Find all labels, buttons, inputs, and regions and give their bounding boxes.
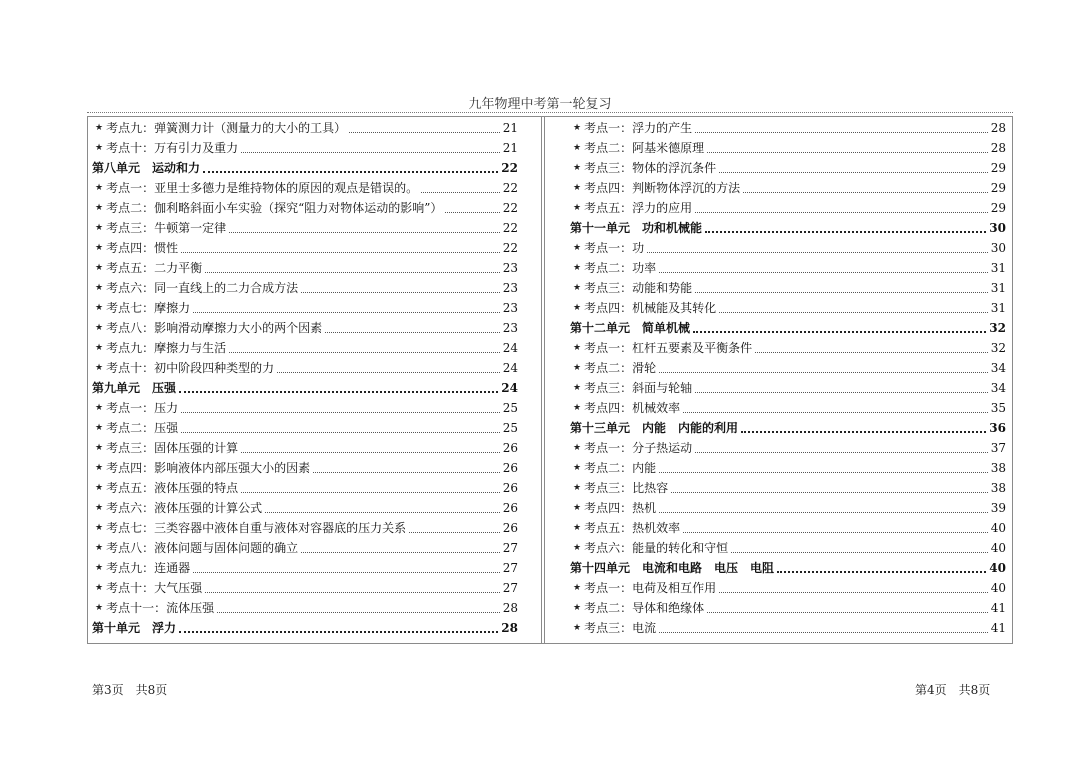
dot-leader — [743, 192, 988, 193]
toc-entry[interactable] — [92, 558, 518, 578]
toc-page-number: 27 — [502, 581, 518, 595]
star-icon: ★ — [95, 183, 104, 193]
dot-leader — [647, 252, 988, 253]
toc-entry-label: 考点五：二力平衡 — [106, 261, 203, 275]
dot-leader — [241, 452, 500, 453]
toc-entry-label: 考点二：压强 — [106, 421, 179, 435]
toc-entry-label: 考点九：连通器 — [106, 561, 191, 575]
dot-leader — [719, 312, 988, 313]
toc-entry-label: 考点一：压力 — [106, 401, 179, 415]
toc-entry-label: 考点三：物体的浮沉条件 — [584, 161, 717, 175]
star-icon: ★ — [573, 183, 582, 193]
toc-entry[interactable] — [92, 258, 518, 278]
dot-leader — [277, 372, 500, 373]
toc-page-number: 31 — [990, 281, 1006, 295]
star-icon: ★ — [573, 303, 582, 313]
dot-leader — [217, 612, 500, 613]
star-icon: ★ — [573, 583, 582, 593]
toc-entry-label: 考点一：亚里士多德力是维持物体的原因的观点是错误的。 — [106, 181, 419, 195]
dot-leader — [695, 292, 988, 293]
toc-entry-label: 考点九：摩擦力与生活 — [106, 341, 227, 355]
toc-entry-label: 第十二单元 简单机械 — [570, 321, 691, 335]
toc-entry[interactable] — [570, 198, 1006, 218]
dot-leader — [205, 272, 500, 273]
toc-entry-label: 考点六：同一直线上的二力合成方法 — [106, 281, 299, 295]
dot-leader — [241, 152, 500, 153]
star-icon: ★ — [95, 243, 104, 253]
star-icon: ★ — [95, 423, 104, 433]
toc-page-number: 22 — [502, 241, 518, 255]
toc-entry[interactable] — [570, 278, 1006, 298]
toc-page-number: 26 — [502, 461, 518, 475]
dot-leader — [301, 552, 500, 553]
toc-entry-label: 第十一单元 功和机械能 — [570, 221, 703, 235]
star-icon: ★ — [573, 383, 582, 393]
dot-leader — [409, 532, 500, 533]
toc-page-number: 41 — [990, 601, 1006, 615]
dot-leader — [659, 372, 988, 373]
toc-entry[interactable] — [570, 178, 1006, 198]
dot-leader — [203, 171, 498, 173]
toc-entry-label: 考点六：能量的转化和守恒 — [584, 541, 729, 555]
toc-page-number: 36 — [989, 421, 1006, 435]
toc-unit-heading[interactable] — [570, 318, 1006, 338]
toc-entry-label: 考点二：阿基米德原理 — [584, 141, 705, 155]
toc-page-number: 28 — [502, 601, 518, 615]
toc-entry-label: 考点三：牛顿第一定律 — [106, 221, 227, 235]
toc-entry[interactable] — [570, 398, 1006, 418]
dot-leader — [731, 552, 988, 553]
star-icon: ★ — [573, 443, 582, 453]
toc-page-number: 40 — [990, 541, 1006, 555]
dot-leader — [693, 331, 986, 333]
toc-entry-label: 考点七：摩擦力 — [106, 301, 191, 315]
toc-page-number: 27 — [502, 541, 518, 555]
dot-leader — [313, 472, 500, 473]
toc-entry[interactable] — [92, 178, 518, 198]
toc-entry[interactable] — [570, 478, 1006, 498]
toc-entry[interactable] — [92, 358, 518, 378]
star-icon: ★ — [573, 463, 582, 473]
toc-entry-label: 考点七：三类容器中液体自重与液体对容器底的压力关系 — [106, 521, 407, 535]
toc-entry-label: 考点一：分子热运动 — [584, 441, 693, 455]
toc-entry[interactable] — [570, 298, 1006, 318]
toc-entry[interactable] — [92, 598, 518, 618]
toc-page-number: 29 — [990, 201, 1006, 215]
toc-entry-label: 考点二：伽利略斜面小车实验（探究“阻力对物体运动的影响”） — [106, 201, 443, 215]
toc-entry[interactable] — [92, 118, 518, 138]
toc-entry-label: 考点二：滑轮 — [584, 361, 657, 375]
toc-entry[interactable] — [92, 518, 518, 538]
dot-leader — [229, 232, 500, 233]
toc-page-number: 32 — [990, 341, 1006, 355]
toc-page-number: 26 — [502, 481, 518, 495]
toc-page-number: 40 — [990, 581, 1006, 595]
toc-entry[interactable] — [570, 438, 1006, 458]
toc-page-number: 40 — [990, 521, 1006, 535]
toc-entry[interactable] — [570, 358, 1006, 378]
star-icon: ★ — [95, 563, 104, 573]
footer-page-right: 第4页 共8页 — [915, 683, 991, 697]
toc-page-number: 41 — [990, 621, 1006, 635]
star-icon: ★ — [573, 483, 582, 493]
toc-unit-heading[interactable] — [92, 158, 518, 178]
dot-leader — [265, 512, 500, 513]
toc-entry[interactable] — [92, 398, 518, 418]
star-icon: ★ — [573, 283, 582, 293]
toc-entry[interactable] — [570, 258, 1006, 278]
star-icon: ★ — [573, 343, 582, 353]
dot-leader — [707, 152, 988, 153]
dot-leader — [181, 432, 500, 433]
toc-page-number: 31 — [990, 261, 1006, 275]
star-icon: ★ — [95, 263, 104, 273]
toc-entry[interactable] — [92, 138, 518, 158]
toc-entry[interactable] — [570, 598, 1006, 618]
toc-entry[interactable] — [92, 298, 518, 318]
toc-entry[interactable] — [92, 418, 518, 438]
toc-page-number: 21 — [502, 121, 518, 135]
star-icon: ★ — [95, 523, 104, 533]
toc-page-number: 23 — [502, 261, 518, 275]
toc-entry[interactable] — [92, 198, 518, 218]
toc-entry-label: 第十四单元 电流和电路 电压 电阻 — [570, 561, 775, 575]
toc-page-number: 23 — [502, 281, 518, 295]
toc-entry[interactable] — [570, 578, 1006, 598]
dot-leader — [421, 192, 500, 193]
dot-leader — [229, 352, 500, 353]
star-icon: ★ — [95, 503, 104, 513]
dot-leader — [349, 132, 500, 133]
star-icon: ★ — [95, 343, 104, 353]
toc-entry[interactable] — [570, 538, 1006, 558]
toc-entry-label: 考点八：影响滑动摩擦力大小的两个因素 — [106, 321, 323, 335]
toc-entry[interactable] — [570, 618, 1006, 638]
star-icon: ★ — [573, 523, 582, 533]
dot-leader — [695, 132, 988, 133]
page-header-title: 九年物理中考第一轮复习 — [468, 97, 612, 112]
dot-leader — [695, 392, 988, 393]
toc-entry-label: 考点一：电荷及相互作用 — [584, 581, 717, 595]
toc-page-number: 29 — [990, 181, 1006, 195]
toc-entry[interactable] — [570, 158, 1006, 178]
dot-leader — [205, 592, 500, 593]
toc-page-number: 28 — [990, 121, 1006, 135]
toc-page-number: 23 — [502, 301, 518, 315]
toc-entry-label: 考点八：液体问题与固体问题的确立 — [106, 541, 299, 555]
toc-entry[interactable] — [92, 278, 518, 298]
toc-entry-label: 考点四：惯性 — [106, 241, 179, 255]
toc-unit-heading[interactable] — [570, 558, 1006, 578]
toc-page-number: 24 — [502, 341, 518, 355]
toc-unit-heading[interactable] — [570, 218, 1006, 238]
footer-page-left: 第3页 共8页 — [92, 683, 168, 697]
toc-page-number: 38 — [990, 461, 1006, 475]
star-icon: ★ — [573, 543, 582, 553]
toc-entry-label: 第八单元 运动和力 — [92, 161, 201, 175]
toc-entry-label: 考点一：功 — [584, 241, 645, 255]
toc-entry[interactable] — [92, 218, 518, 238]
toc-page-number: 24 — [501, 381, 518, 395]
toc-page-number: 22 — [501, 161, 518, 175]
toc-entry-label: 考点五：液体压强的特点 — [106, 481, 239, 495]
toc-page-number: 24 — [502, 361, 518, 375]
toc-entry-label: 考点三：动能和势能 — [584, 281, 693, 295]
dot-leader — [659, 472, 988, 473]
header-divider — [87, 112, 1013, 113]
dot-leader — [741, 431, 986, 433]
dot-leader — [683, 412, 988, 413]
toc-entry-label: 考点二：内能 — [584, 461, 657, 475]
toc-entry-label: 考点四：机械效率 — [584, 401, 681, 415]
toc-unit-heading[interactable] — [92, 618, 518, 638]
toc-entry[interactable] — [570, 498, 1006, 518]
star-icon: ★ — [573, 143, 582, 153]
star-icon: ★ — [95, 143, 104, 153]
toc-entry[interactable] — [92, 238, 518, 258]
toc-page-number: 22 — [502, 221, 518, 235]
toc-page-number: 28 — [501, 621, 518, 635]
toc-entry[interactable] — [570, 338, 1006, 358]
dot-leader — [705, 231, 986, 233]
toc-entry-label: 考点三：电流 — [584, 621, 657, 635]
toc-entry[interactable] — [92, 338, 518, 358]
star-icon: ★ — [573, 503, 582, 513]
toc-unit-heading[interactable] — [570, 418, 1006, 438]
toc-right-column — [570, 118, 1006, 638]
dot-leader — [671, 492, 988, 493]
toc-entry-label: 考点十：初中阶段四种类型的力 — [106, 361, 275, 375]
toc-page-number: 39 — [990, 501, 1006, 515]
toc-entry-label: 考点五：浮力的应用 — [584, 201, 693, 215]
dot-leader — [325, 332, 500, 333]
star-icon: ★ — [573, 363, 582, 373]
star-icon: ★ — [573, 243, 582, 253]
toc-entry-label: 考点二：导体和绝缘体 — [584, 601, 705, 615]
star-icon: ★ — [95, 543, 104, 553]
dot-leader — [659, 512, 988, 513]
star-icon: ★ — [95, 203, 104, 213]
toc-entry-label: 第十单元 浮力 — [92, 621, 177, 635]
toc-page-number: 22 — [502, 181, 518, 195]
toc-entry[interactable] — [570, 458, 1006, 478]
toc-entry[interactable] — [570, 138, 1006, 158]
toc-page-number: 25 — [502, 401, 518, 415]
toc-entry[interactable] — [570, 238, 1006, 258]
dot-leader — [777, 571, 986, 573]
star-icon: ★ — [95, 583, 104, 593]
toc-entry-label: 考点三：斜面与轮轴 — [584, 381, 693, 395]
toc-page-number: 30 — [990, 241, 1006, 255]
dot-leader — [695, 212, 988, 213]
toc-entry-label: 考点十一：流体压强 — [106, 601, 215, 615]
toc-entry-label: 考点六：液体压强的计算公式 — [106, 501, 263, 515]
star-icon: ★ — [95, 223, 104, 233]
dot-leader — [659, 632, 988, 633]
star-icon: ★ — [95, 283, 104, 293]
toc-entry-label: 考点十：大气压强 — [106, 581, 203, 595]
toc-entry[interactable] — [92, 458, 518, 478]
toc-page-number: 21 — [502, 141, 518, 155]
star-icon: ★ — [573, 263, 582, 273]
dot-leader — [445, 212, 499, 213]
toc-page-number: 32 — [989, 321, 1006, 335]
dot-leader — [193, 572, 500, 573]
toc-entry-label: 考点二：功率 — [584, 261, 657, 275]
toc-entry-label: 考点三：固体压强的计算 — [106, 441, 239, 455]
dot-leader — [719, 172, 988, 173]
star-icon: ★ — [95, 463, 104, 473]
toc-entry-label: 考点一：杠杆五要素及平衡条件 — [584, 341, 753, 355]
toc-left-column — [92, 118, 518, 638]
toc-page-number: 30 — [989, 221, 1006, 235]
toc-page-number: 26 — [502, 501, 518, 515]
toc-page-number: 31 — [990, 301, 1006, 315]
dot-leader — [193, 312, 500, 313]
star-icon: ★ — [95, 303, 104, 313]
toc-page-number: 29 — [990, 161, 1006, 175]
toc-entry-label: 第九单元 压强 — [92, 381, 177, 395]
toc-page-number: 34 — [990, 381, 1006, 395]
toc-entry-label: 考点十：万有引力及重力 — [106, 141, 239, 155]
dot-leader — [179, 391, 498, 393]
toc-entry[interactable] — [92, 538, 518, 558]
dot-leader — [241, 492, 500, 493]
toc-page-number: 37 — [990, 441, 1006, 455]
toc-entry[interactable] — [570, 118, 1006, 138]
dot-leader — [755, 352, 988, 353]
dot-leader — [695, 452, 988, 453]
star-icon: ★ — [573, 623, 582, 633]
toc-page-number: 27 — [502, 561, 518, 575]
toc-page-number: 35 — [990, 401, 1006, 415]
dot-leader — [181, 252, 500, 253]
toc-page-number: 23 — [502, 321, 518, 335]
toc-entry[interactable] — [92, 498, 518, 518]
toc-entry[interactable] — [570, 518, 1006, 538]
column-divider — [541, 116, 545, 644]
star-icon: ★ — [95, 483, 104, 493]
dot-leader — [719, 592, 988, 593]
toc-entry-label: 考点四：判断物体浮沉的方法 — [584, 181, 741, 195]
toc-entry-label: 考点四：机械能及其转化 — [584, 301, 717, 315]
toc-entry-label: 考点四：影响液体内部压强大小的因素 — [106, 461, 311, 475]
star-icon: ★ — [573, 403, 582, 413]
toc-page-number: 40 — [989, 561, 1006, 575]
star-icon: ★ — [95, 323, 104, 333]
toc-entry[interactable] — [92, 478, 518, 498]
toc-page-number: 28 — [990, 141, 1006, 155]
star-icon: ★ — [95, 123, 104, 133]
star-icon: ★ — [573, 163, 582, 173]
dot-leader — [707, 612, 988, 613]
toc-entry-label: 第十三单元 内能 内能的利用 — [570, 421, 739, 435]
dot-leader — [301, 292, 500, 293]
toc-page-number: 22 — [502, 201, 518, 215]
toc-page-number: 26 — [502, 521, 518, 535]
toc-entry-label: 考点三：比热容 — [584, 481, 669, 495]
dot-leader — [181, 412, 500, 413]
toc-page-number: 25 — [502, 421, 518, 435]
dot-leader — [659, 272, 988, 273]
toc-entry-label: 考点一：浮力的产生 — [584, 121, 693, 135]
star-icon: ★ — [95, 603, 104, 613]
toc-entry[interactable] — [92, 438, 518, 458]
star-icon: ★ — [95, 363, 104, 373]
toc-entry[interactable] — [92, 318, 518, 338]
toc-entry[interactable] — [92, 578, 518, 598]
star-icon: ★ — [573, 603, 582, 613]
toc-entry[interactable] — [570, 378, 1006, 398]
toc-page-number: 34 — [990, 361, 1006, 375]
dot-leader — [179, 631, 498, 633]
toc-unit-heading[interactable] — [92, 378, 518, 398]
toc-entry-label: 考点四：热机 — [584, 501, 657, 515]
star-icon: ★ — [573, 123, 582, 133]
toc-page-number: 38 — [990, 481, 1006, 495]
star-icon: ★ — [95, 403, 104, 413]
star-icon: ★ — [95, 443, 104, 453]
star-icon: ★ — [573, 203, 582, 213]
dot-leader — [683, 532, 988, 533]
toc-page-number: 26 — [502, 441, 518, 455]
toc-entry-label: 考点九：弹簧测力计（测量力的大小的工具） — [106, 121, 347, 135]
toc-entry-label: 考点五：热机效率 — [584, 521, 681, 535]
